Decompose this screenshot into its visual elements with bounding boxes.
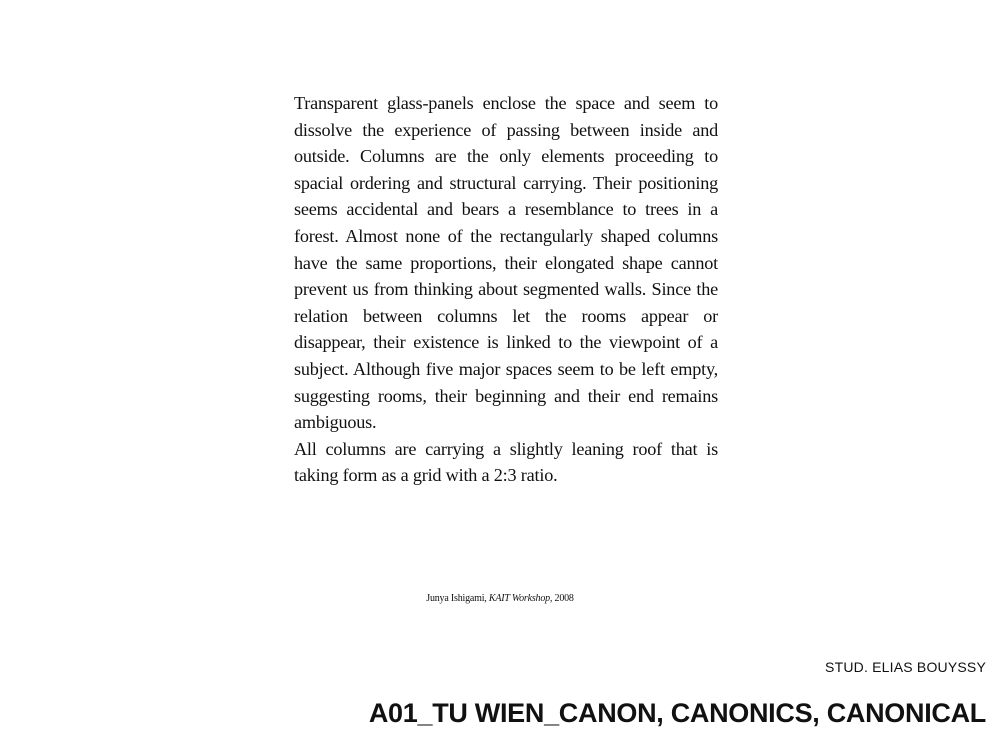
image-caption [300, 593, 700, 604]
caption-year: , 2008 [549, 593, 574, 604]
caption-work: KAIT Workshop [488, 593, 550, 604]
caption-architect: Junya Ishigami, [426, 593, 489, 604]
course-title: A01_TU WIEN_CANON, CANONICS, CANONICAL [368, 698, 986, 728]
paragraph-2: All columns are carrying a slightly leaning roof that is taking form as a grid with a 2:3 ratio. [294, 438, 718, 486]
paragraph-1: Transparent glass-panels enclose the space and seem to dissolve the experience of passing between inside and outside. Columns are the only elements proceeding to spacial ordering and structural carrying. Their positioning seems accidental and bears a resemblance to trees in a forest. Almost none of the rectangularly shaped columns have the same proportions, their elongated shape cannot prevent us from thinking about segmented walls. Since the relation between columns let the rooms appear or disappear, their existence is linked to the viewpoint of a subject. Although five major spaces seem to be left empty, suggesting rooms, their beginning and their end remains ambiguous. [294, 93, 718, 433]
body-text [294, 90, 718, 489]
author-name: STUD. ELIAS BOUYSSY [825, 659, 986, 675]
